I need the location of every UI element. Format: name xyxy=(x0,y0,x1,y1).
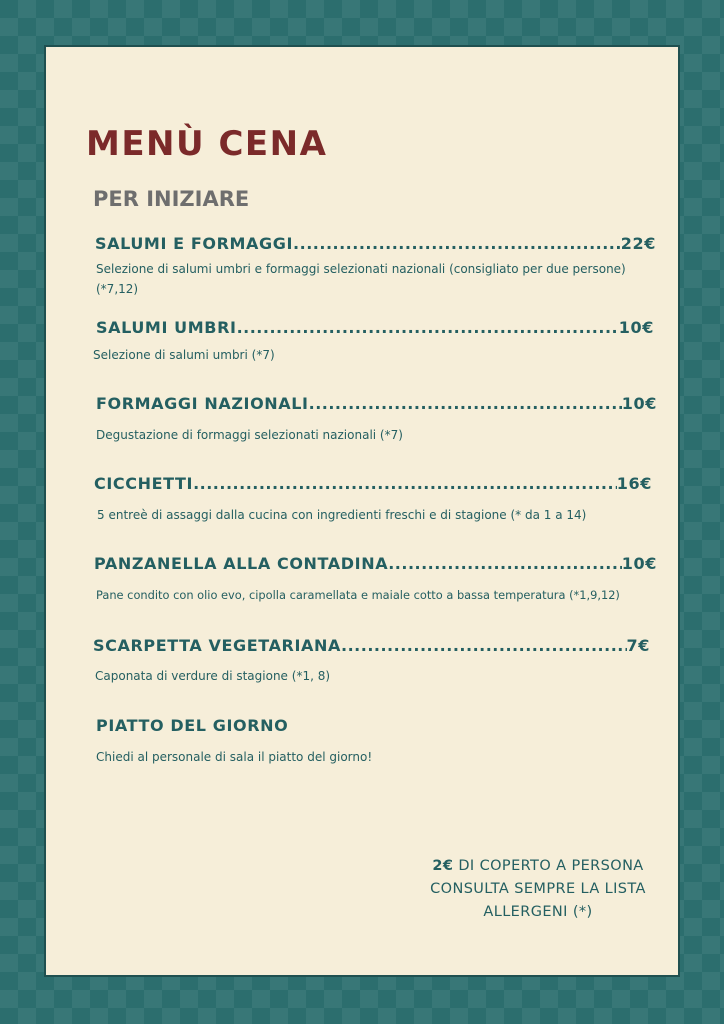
item-title: FORMAGGI NAZIONALI xyxy=(96,394,309,413)
dot-leader xyxy=(293,233,621,255)
menu-item-name xyxy=(96,715,496,737)
item-price: 10€ xyxy=(621,554,657,573)
menu-item-name xyxy=(96,317,654,339)
allergen-line: ALLERGENI (*) xyxy=(483,904,593,920)
menu-item-description: Degustazione di formaggi selezionati nazionali (*7) xyxy=(96,428,403,442)
cover-charge-note xyxy=(410,855,666,924)
menu-item-description: Selezione di salumi umbri e formaggi selezionati nazionali (consigliato per due persone) (*7,12) xyxy=(96,262,626,296)
menu-item-name xyxy=(96,393,657,415)
item-title: SALUMI E FORMAGGI xyxy=(95,234,294,253)
menu-item-name xyxy=(95,233,656,255)
item-title: SCARPETTA VEGETARIANA xyxy=(93,636,341,655)
cover-charge-line xyxy=(410,855,666,878)
menu-item-name xyxy=(94,553,657,575)
dot-leader xyxy=(309,393,622,415)
menu-item-description: Chiedi al personale di sala il piatto del giorno! xyxy=(96,750,373,764)
menu-item-description: 5 entreè di assaggi dalla cucina con ingredienti freschi e di stagione (* da 1 a 14) xyxy=(97,508,587,522)
item-title: PIATTO DEL GIORNO xyxy=(96,716,289,735)
dot-leader xyxy=(341,635,627,657)
item-price: 10€ xyxy=(618,318,654,337)
menu-item-name xyxy=(93,635,650,657)
item-title: CICCHETTI xyxy=(94,474,194,493)
item-price: 22€ xyxy=(620,234,656,253)
cover-price: 2€ xyxy=(432,858,454,874)
item-price: 7€ xyxy=(626,636,650,655)
menu-title: MENÙ CENA xyxy=(86,124,328,164)
item-price: 16€ xyxy=(616,474,652,493)
menu-item-description: Selezione di salumi umbri (*7) xyxy=(93,348,275,362)
dot-leader xyxy=(388,553,622,575)
dot-leader xyxy=(193,473,617,495)
menu-item-description: Pane condito con olio evo, cipolla caramellata e maiale cotto a bassa temperatura (*1,9,12) xyxy=(96,588,620,602)
section-heading: PER INIZIARE xyxy=(93,187,250,211)
menu-item-description: Caponata di verdure di stagione (*1, 8) xyxy=(95,669,331,683)
dot-leader xyxy=(237,317,619,339)
item-title: PANZANELLA ALLA CONTADINA xyxy=(94,554,389,573)
menu-item-name xyxy=(94,473,652,495)
item-price: 10€ xyxy=(621,394,657,413)
item-title: SALUMI UMBRI xyxy=(96,318,237,337)
allergen-line: CONSULTA SEMPRE LA LISTA xyxy=(430,881,646,897)
cover-text: DI COPERTO A PERSONA xyxy=(458,858,644,874)
